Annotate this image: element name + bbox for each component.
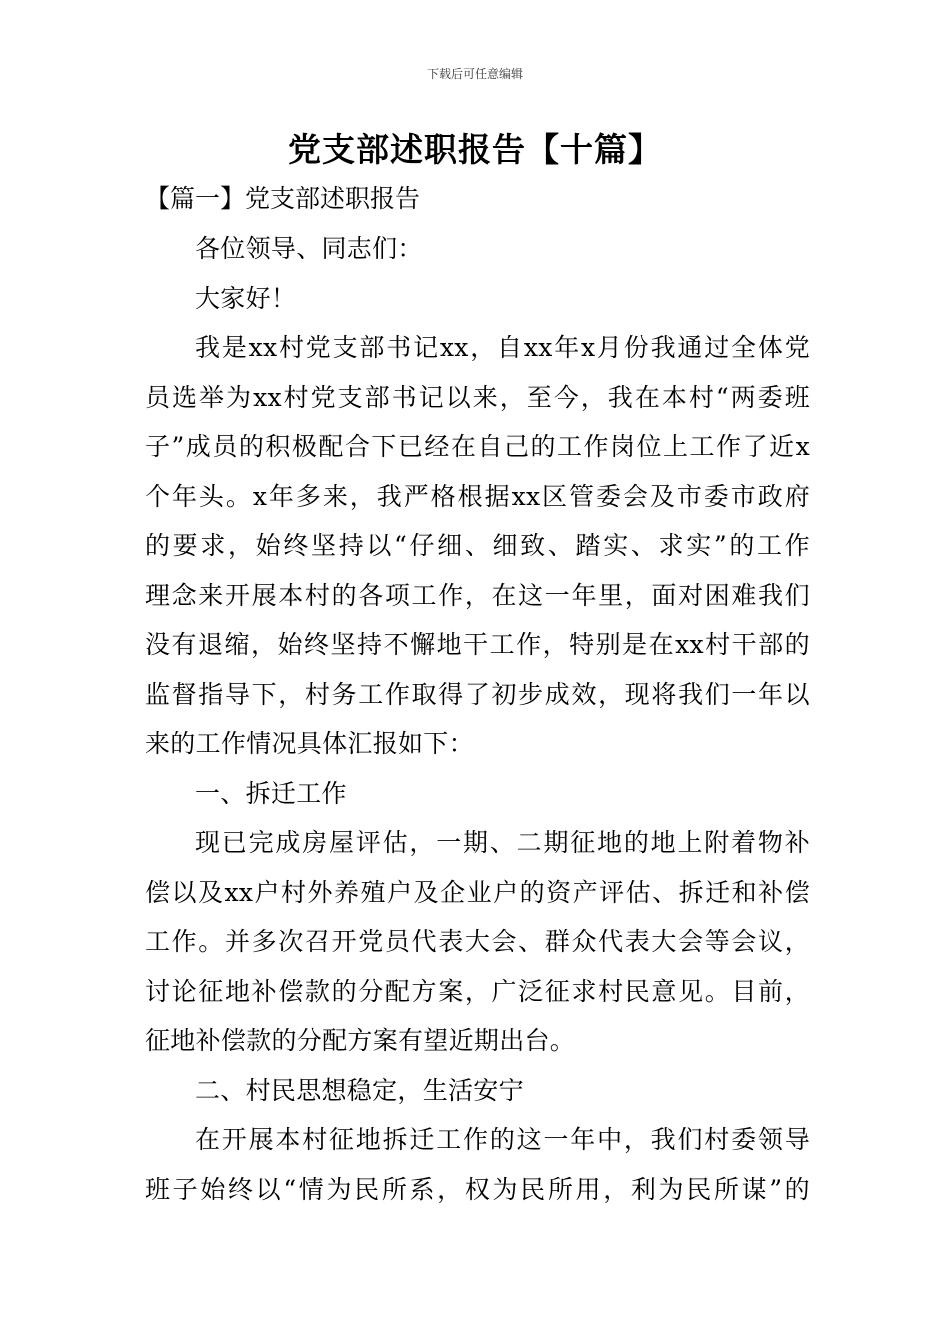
paragraph-line: 来的工作情况具体汇报如下： bbox=[145, 729, 474, 758]
paragraph-line: 征地补偿款的分配方案有望近期出台。 bbox=[145, 1026, 576, 1055]
paragraph-line: 我是xx村党支部书记xx，自xx年x月份我通过全体党 bbox=[195, 333, 810, 362]
subheading-line: 二、村民思想稳定，生活安宁 bbox=[195, 1075, 524, 1105]
document-title: 党支部述职报告【十篇】 bbox=[288, 130, 662, 169]
paragraph-line: 工作。并多次召开党员代表大会、群众代表大会等会议， bbox=[145, 927, 810, 956]
paragraph-line: 讨论征地补偿款的分配方案，广泛征求村民意见。目前， bbox=[145, 976, 810, 1006]
paragraph-line: 没有退缩，始终坚持不懈地干工作，特别是在xx村干部的 bbox=[145, 630, 810, 659]
paragraph-line: 的要求，始终坚持以“仔细、细致、踏实、求实”的工作 bbox=[145, 531, 810, 560]
paragraph-line: 员选举为xx村党支部书记以来，至今，我在本村“两委班 bbox=[145, 382, 810, 412]
greeting-line: 大家好！ bbox=[195, 283, 297, 313]
document-body bbox=[145, 174, 810, 1214]
paragraph-line: 现已完成房屋评估，一期、二期征地的地上附着物补 bbox=[195, 828, 810, 857]
salutation-line: 各位领导、同志们： bbox=[195, 234, 423, 263]
paragraph-line: 理念来开展本村的各项工作，在这一年里，面对困难我们 bbox=[145, 580, 810, 610]
section-heading: 【篇一】党支部述职报告 bbox=[145, 184, 421, 213]
subheading-line: 一、拆迁工作 bbox=[195, 778, 347, 808]
paragraph-line: 监督指导下，村务工作取得了初步成效，现将我们一年以 bbox=[145, 679, 810, 709]
paragraph-line: 子”成员的积极配合下已经在自己的工作岗位上工作了近x bbox=[145, 432, 810, 461]
paragraph-line: 个年头。x年多来，我严格根据xx区管委会及市委市政府 bbox=[145, 481, 810, 511]
paragraph-line: 班子始终以“情为民所系，权为民所用，利为民所谋”的 bbox=[145, 1174, 810, 1204]
paragraph-line: 在开展本村征地拆迁工作的这一年中，我们村委领导 bbox=[195, 1125, 810, 1154]
header-note: 下载后可任意编辑 bbox=[426, 67, 523, 81]
paragraph-line: 偿以及xx户村外养殖户及企业户的资产评估、拆迁和补偿 bbox=[145, 877, 810, 907]
